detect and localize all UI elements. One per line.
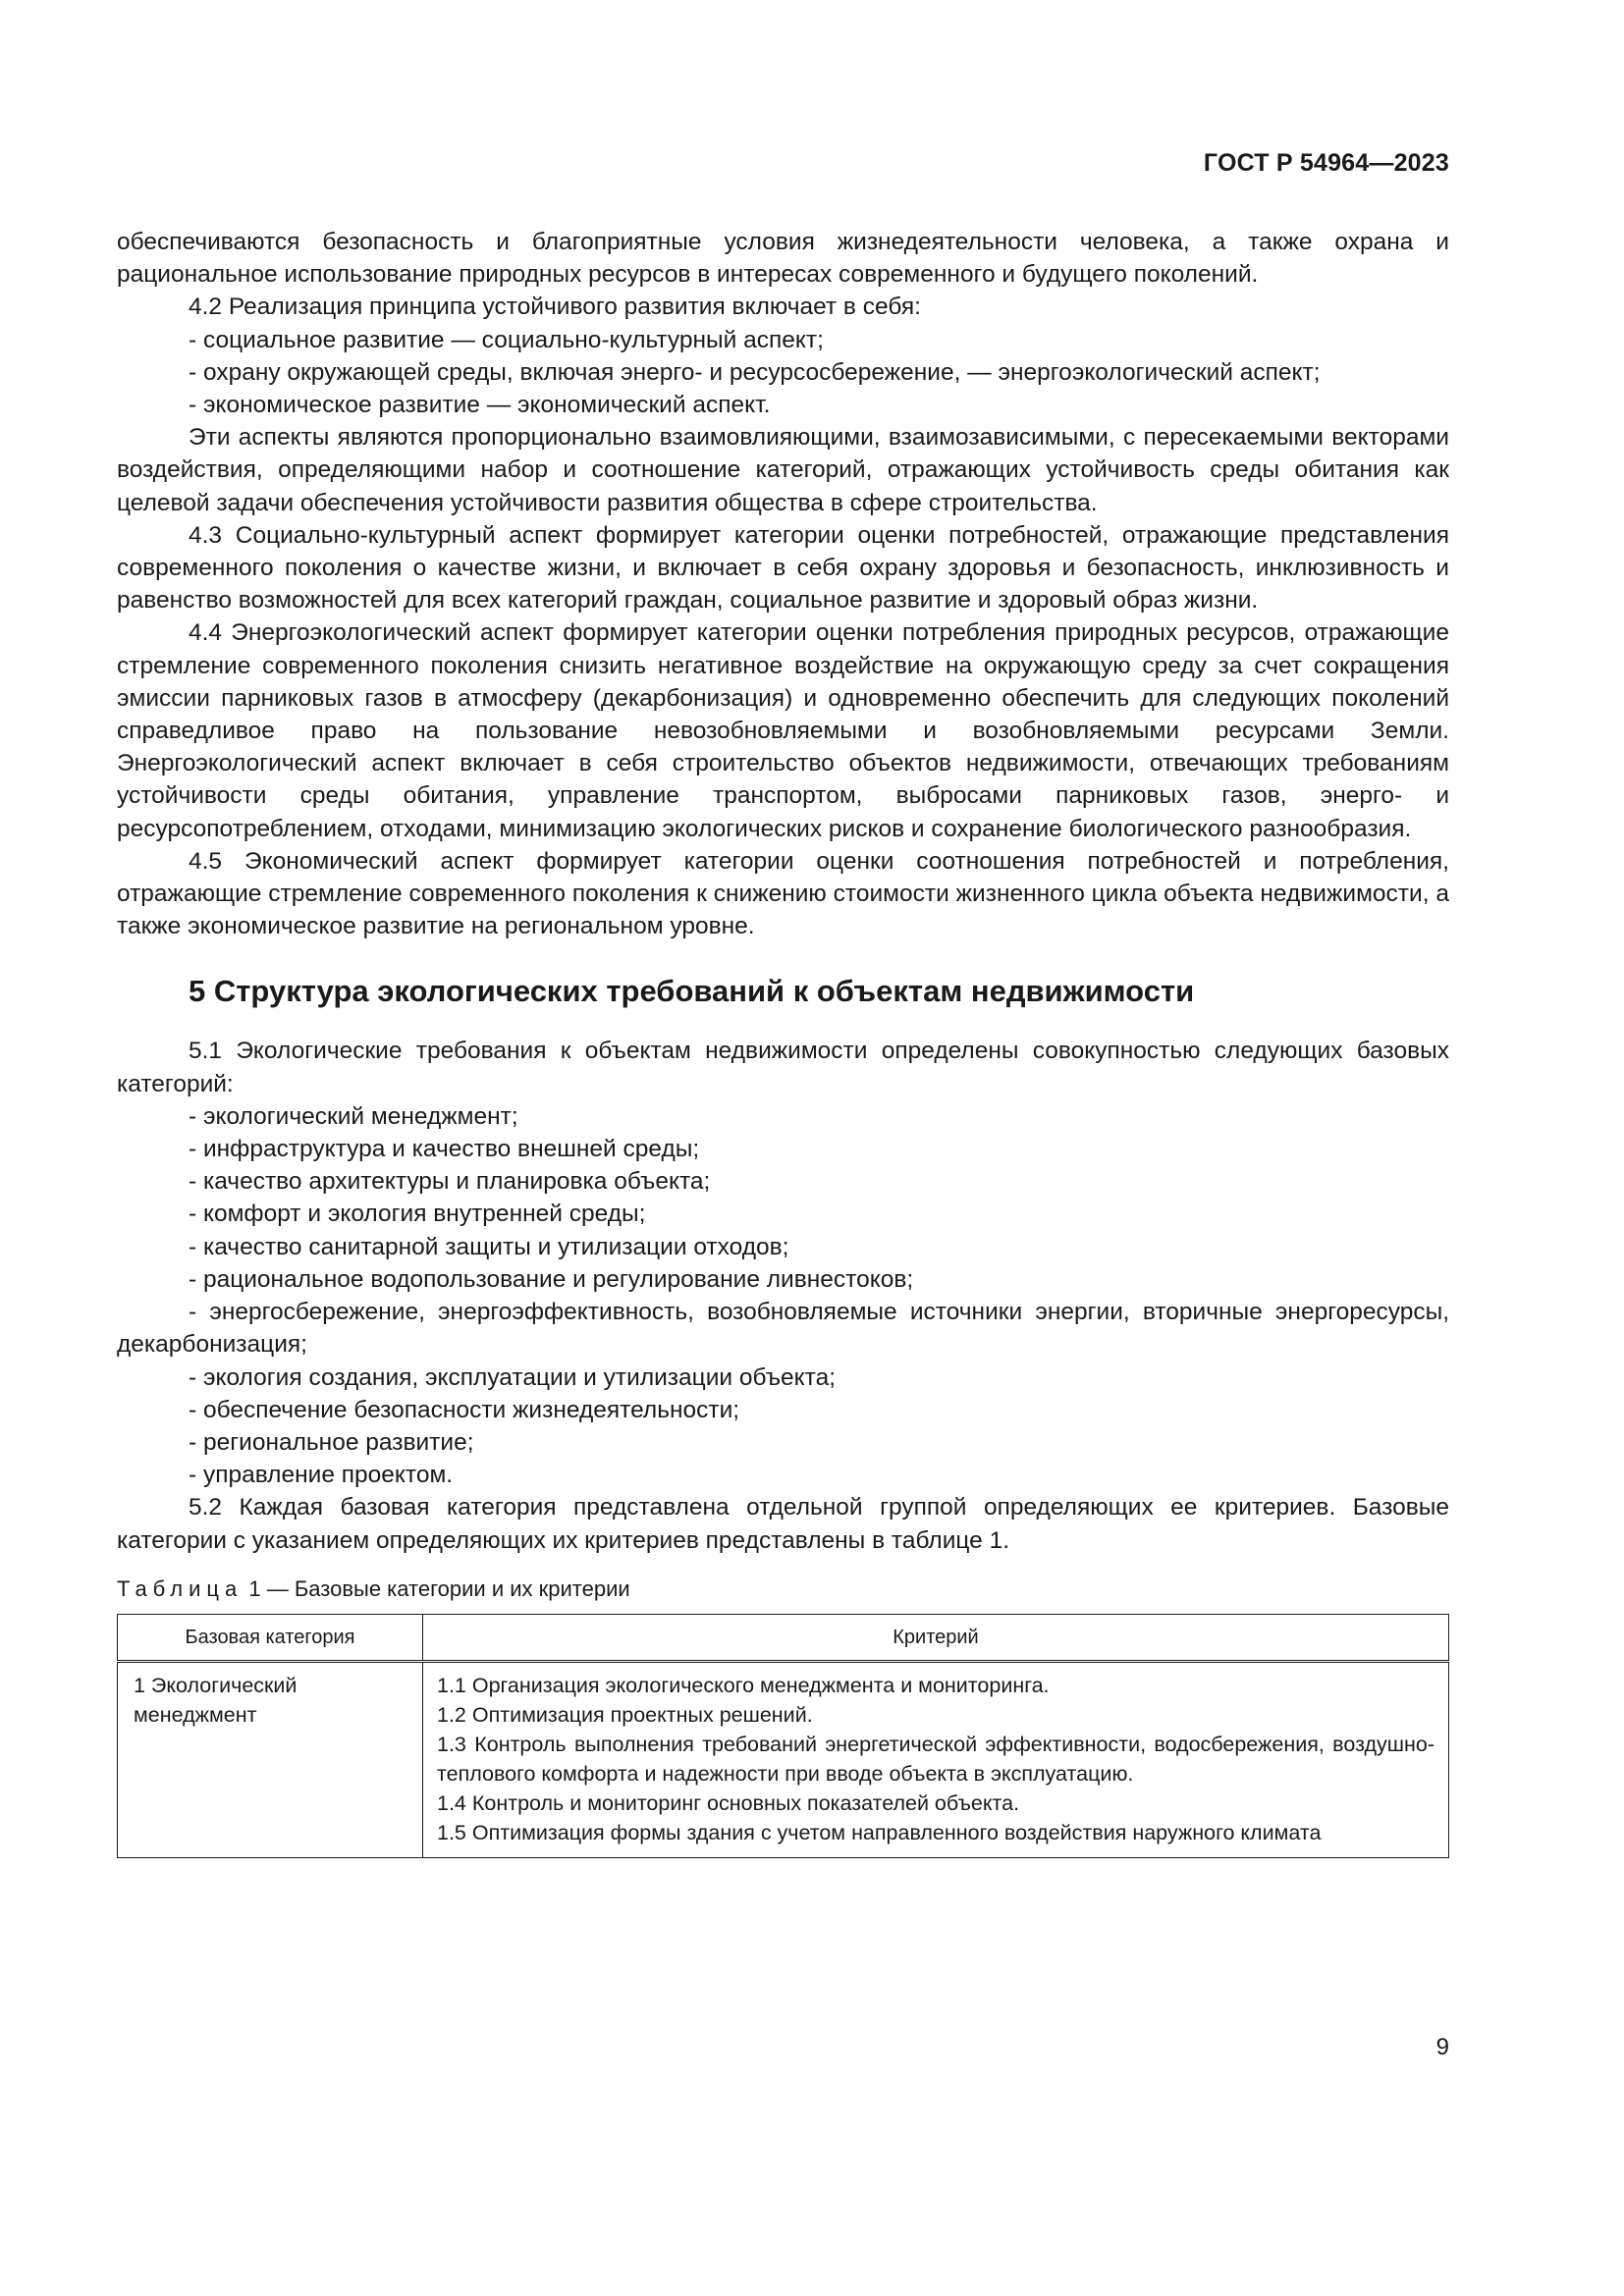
section-4-text (117, 226, 1449, 942)
paragraph: 5.1 Экологические требования к объектам недвижимости определены совокупностью следующих базовых категорий: (117, 1038, 1449, 1097)
table-caption-word: Таблица (117, 1575, 244, 1601)
header-criterion: Критерий (423, 1614, 1449, 1661)
paragraph: обеспечиваются безопасность и благоприятные условия жизнедеятельности человека, а также охрана и рациональное использование природных ресурсов в интересах современного и будущего поколений. (117, 229, 1449, 289)
criterion-item: 1.2 Оптимизация проектных решений. (437, 1702, 813, 1727)
list-item: - обеспечение безопасности жизнедеятельности; (189, 1396, 740, 1423)
criterion-item: 1.3 Контроль выполнения требований энергетической эффективности, водосбережения, воздушно-теплового комфорта и надежности при вводе объекта в эксплуатацию. (437, 1732, 1435, 1786)
criterion-item: 1.5 Оптимизация формы здания с учетом направленного воздействия наружного климата (437, 1820, 1322, 1844)
paragraph: 4.5 Экономический аспект формирует категории оценки соотношения потребностей и потребления, отражающие стремление современного поколения к снижению стоимости жизненного цикла объекта недвижимости, а также экономическое развитие на региональном уровне. (117, 847, 1449, 940)
page-number: 9 (1435, 2034, 1449, 2060)
table-caption (117, 1575, 1449, 1604)
table-header-row (118, 1614, 1449, 1661)
list-item: - управление проектом. (189, 1462, 454, 1489)
table-row (118, 1661, 1449, 1857)
section-5-text (117, 1035, 1449, 1556)
document-code-header: ГОСТ Р 54964—2023 (1203, 149, 1449, 177)
paragraph: 4.3 Социально-культурный аспект формирует категории оценки потребностей, отражающие представления современного поколения о качестве жизни, и включает в себя охрану здоровья и безопасность, инклюзивность и равенство возможностей для всех категорий граждан, социальное развитие и здоровый образ жизни. (117, 521, 1449, 614)
table-body (118, 1661, 1449, 1857)
criteria-table (117, 1614, 1449, 1858)
list-item: - экономическое развитие — экономический аспект. (189, 392, 771, 419)
table-caption-title: 1 — Базовые категории и их критерии (243, 1575, 630, 1601)
list-item: - экология создания, эксплуатации и утилизации объекта; (189, 1363, 837, 1391)
list-item: - региональное развитие; (189, 1428, 474, 1456)
list-item: - энергосбережение, энергоэффективность, возобновляемые источники энергии, вторичные энергоресурсы, декарбонизация; (117, 1299, 1449, 1359)
criterion-item: 1.1 Организация экологического менеджмента и мониторинга. (437, 1673, 1050, 1697)
list-item: - рациональное водопользование и регулирование ливнестоков; (189, 1265, 914, 1293)
category-cell: 1 Экологический менеджмент (118, 1661, 423, 1857)
section-heading: 5 Структура экологических требований к объектам недвижимости (189, 974, 1195, 1009)
list-item: - качество архитектуры и планировка объекта; (189, 1168, 711, 1196)
paragraph: 5.2 Каждая базовая категория представлена отдельной группой определяющих ее критериев. Базовые категории с указанием определяющих их критериев представлены в таблице 1. (117, 1494, 1449, 1554)
document-body (117, 226, 1449, 1858)
list-item: - экологический менеджмент; (189, 1102, 518, 1130)
criteria-cell (423, 1661, 1449, 1857)
list-item: - инфраструктура и качество внешней среды; (189, 1136, 700, 1163)
paragraph: 4.2 Реализация принципа устойчивого развития включает в себя: (189, 294, 921, 321)
list-item: - социальное развитие — социально-культурный аспект; (189, 326, 824, 353)
header-category: Базовая категория (118, 1614, 423, 1661)
list-item: - качество санитарной защиты и утилизации отходов; (189, 1233, 789, 1260)
paragraph: 4.4 Энергоэкологический аспект формирует категории оценки потребления природных ресурсов, отражающие стремление современного поколения снизить негативное воздействие на окружающую среду за счет сокращения эмиссии парниковых газов в атмосферу (декарбонизация) и одновременно обеспечить для следующих поколений справедливое право на пользование невозобновляемыми и возобновляемыми ресурсами Земли. Энергоэкологический аспект включает в себя строительство объектов недвижимости, отвечающих требованиям устойчивости среды обитания, управление транспортом, выбросами парниковых газов, энерго- и ресурсопотреблением, отходами, минимизацию экологических рисков и сохранение биологического разнообразия. (117, 619, 1449, 842)
paragraph: Эти аспекты являются пропорционально взаимовлияющими, взаимозависимыми, с пересекаемыми векторами воздействия, определяющими набор и соотношение категорий, отражающих устойчивость среды обитания как целевой задачи обеспечения устойчивости развития общества в сфере строительства. (117, 424, 1449, 516)
list-item: - комфорт и экология внутренней среды; (189, 1201, 646, 1228)
list-item: - охрану окружающей среды, включая энерго- и ресурсосбережение, — энергоэкологический аспект; (189, 358, 1321, 386)
criterion-item: 1.4 Контроль и мониторинг основных показателей объекта. (437, 1790, 1020, 1815)
